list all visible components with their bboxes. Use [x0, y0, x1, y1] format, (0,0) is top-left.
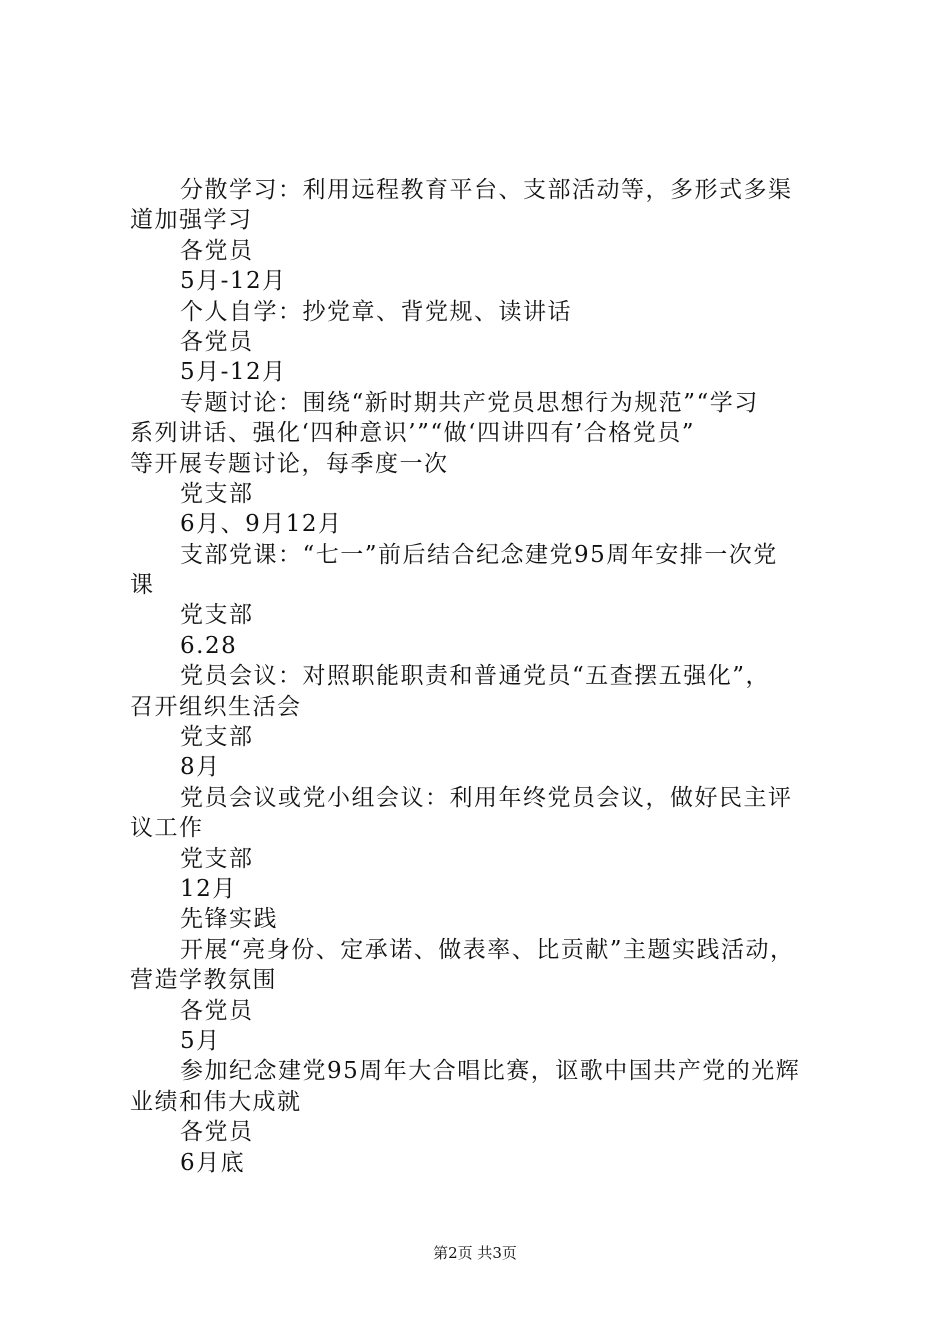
text-line: 分散学习：利用远程教育平台、支部活动等，多形式多渠 — [180, 177, 793, 203]
text-line: 议工作 — [130, 815, 204, 842]
paragraph-who — [130, 722, 830, 752]
paragraph-item — [130, 388, 830, 479]
text-line: 道加强学习 — [130, 207, 253, 234]
text-line: 5月-12月 — [180, 268, 287, 295]
paragraph-item — [130, 783, 830, 844]
paragraph-section — [130, 904, 830, 934]
text-line: 6月底 — [180, 1149, 246, 1176]
paragraph-when — [130, 874, 830, 904]
text-line: 6月、9月12月 — [180, 511, 343, 538]
text-line: 各党员 — [180, 997, 254, 1024]
text-line: 参加纪念建党95周年大合唱比赛，讴歌中国共产党的光辉 — [180, 1058, 801, 1085]
paragraph-item — [130, 1056, 830, 1117]
paragraph-when — [130, 752, 830, 782]
page-footer: 第2页 共3页 — [433, 1244, 517, 1262]
text-line: 各党员 — [180, 237, 254, 264]
text-line: 系列讲话、强化‘四种意识’”“做‘四讲四有’合格党员” — [130, 420, 696, 447]
paragraph-item — [130, 935, 830, 996]
paragraph-who — [130, 479, 830, 509]
paragraph-who — [130, 327, 830, 357]
paragraph-item — [130, 661, 830, 722]
paragraph-who — [130, 236, 830, 266]
text-line: 营造学教氛围 — [130, 967, 277, 994]
text-line: 开展“亮身份、定承诺、做表率、比贡献”主题实践活动， — [180, 936, 795, 963]
paragraph-when — [130, 266, 830, 296]
text-line: 党支部 — [180, 602, 254, 629]
text-line: 党支部 — [180, 845, 254, 872]
text-line: 各党员 — [180, 1119, 254, 1146]
text-line: 6.28 — [180, 632, 238, 659]
paragraph-when — [130, 631, 830, 661]
text-line: 8月 — [180, 754, 221, 781]
paragraph-when — [130, 357, 830, 387]
text-line: 支部党课：“七一”前后结合纪念建党95周年安排一次党 — [180, 541, 778, 568]
text-line: 先锋实践 — [180, 906, 278, 933]
text-line: 12月 — [180, 875, 237, 902]
paragraph-item — [130, 297, 830, 327]
paragraph-item — [130, 175, 830, 236]
text-line: 党支部 — [180, 724, 254, 751]
paragraph-who — [130, 600, 830, 630]
text-line: 等开展专题讨论，每季度一次 — [130, 450, 449, 477]
paragraph-who — [130, 996, 830, 1026]
paragraph-item — [130, 540, 830, 601]
text-line: 党员会议：对照职能职责和普通党员“五查摆五强化”， — [180, 663, 771, 690]
paragraph-who — [130, 844, 830, 874]
text-line: 各党员 — [180, 328, 254, 355]
paragraph-who — [130, 1117, 830, 1147]
paragraph-when — [130, 1026, 830, 1056]
text-line: 5月-12月 — [180, 359, 287, 386]
paragraph-when — [130, 509, 830, 539]
text-line: 5月 — [180, 1027, 221, 1054]
text-line: 党员会议或党小组会议：利用年终党员会议，做好民主评 — [180, 784, 793, 811]
text-line: 个人自学：抄党章、背党规、读讲话 — [180, 298, 572, 325]
document-body — [130, 175, 830, 1178]
text-line: 党支部 — [180, 480, 254, 507]
paragraph-when — [130, 1148, 830, 1178]
text-line: 课 — [130, 572, 155, 599]
text-line: 召开组织生活会 — [130, 693, 302, 720]
text-line: 专题讨论：围绕“新时期共产党员思想行为规范”“学习 — [180, 389, 759, 416]
text-line: 业绩和伟大成就 — [130, 1088, 302, 1115]
